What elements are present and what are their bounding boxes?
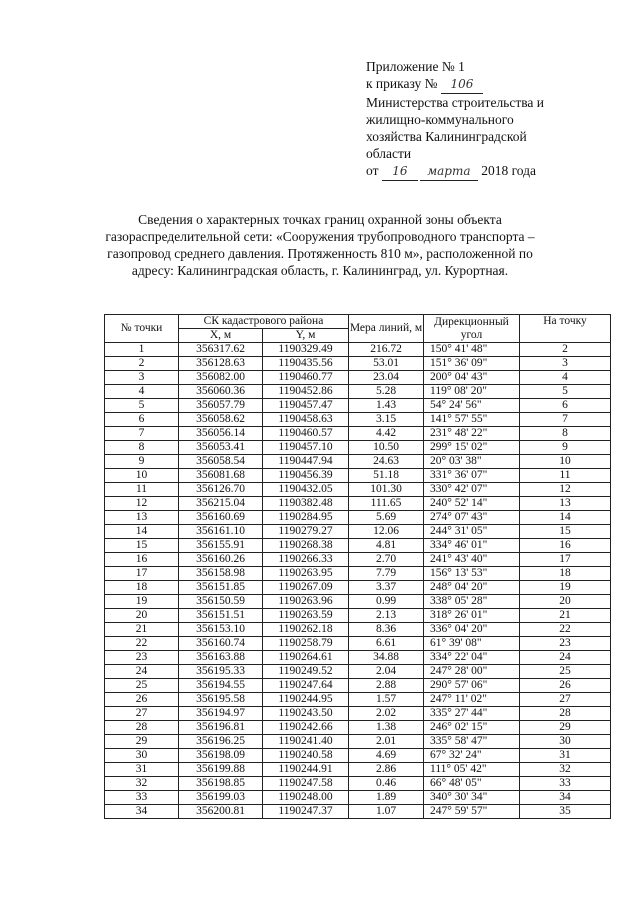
line-length-cell: 2.88 (349, 679, 424, 693)
next-point-cell: 29 (520, 721, 611, 735)
point-number-cell: 34 (105, 805, 179, 819)
point-number-cell: 28 (105, 721, 179, 735)
direction-angle-cell: 67° 32' 24" (424, 749, 520, 763)
table-row (105, 399, 611, 413)
direction-angle-cell: 231° 48' 22" (424, 427, 520, 441)
next-point-cell: 25 (520, 665, 611, 679)
annex-heading: Приложение № 1 (366, 59, 465, 74)
x-coordinate-cell: 356057.79 (179, 399, 263, 413)
line-length-cell: 51.18 (349, 469, 424, 483)
point-number-cell: 2 (105, 357, 179, 371)
line-length-cell: 1.43 (349, 399, 424, 413)
next-point-cell: 18 (520, 567, 611, 581)
next-point-cell: 15 (520, 525, 611, 539)
header-measure: Мера линий, м (349, 315, 424, 343)
line-length-cell: 3.37 (349, 581, 424, 595)
table-row (105, 707, 611, 721)
table-row (105, 595, 611, 609)
point-number-cell: 12 (105, 497, 179, 511)
line-length-cell: 1.07 (349, 805, 424, 819)
next-point-cell: 27 (520, 693, 611, 707)
table-row (105, 357, 611, 371)
table-row (105, 427, 611, 441)
y-coordinate-cell: 1190267.09 (263, 581, 349, 595)
table-row (105, 413, 611, 427)
direction-angle-cell: 247° 11' 02" (424, 693, 520, 707)
line-length-cell: 24.63 (349, 455, 424, 469)
x-coordinate-cell: 356194.55 (179, 679, 263, 693)
direction-angle-cell: 141° 57' 55" (424, 413, 520, 427)
next-point-cell: 10 (520, 455, 611, 469)
date-year: 2018 года (481, 163, 537, 178)
line-length-cell: 2.02 (349, 707, 424, 721)
next-point-cell: 20 (520, 595, 611, 609)
x-coordinate-cell: 356151.85 (179, 581, 263, 595)
point-number-cell: 14 (105, 525, 179, 539)
x-coordinate-cell: 356081.68 (179, 469, 263, 483)
direction-angle-cell: 335° 27' 44" (424, 707, 520, 721)
x-coordinate-cell: 356200.81 (179, 805, 263, 819)
x-coordinate-cell: 356194.97 (179, 707, 263, 721)
point-number-cell: 10 (105, 469, 179, 483)
header-sk-group: СК кадастрового района (179, 315, 349, 329)
x-coordinate-cell: 356053.41 (179, 441, 263, 455)
y-coordinate-cell: 1190382.48 (263, 497, 349, 511)
y-coordinate-cell: 1190284.95 (263, 511, 349, 525)
next-point-cell: 30 (520, 735, 611, 749)
table-row (105, 343, 611, 357)
next-point-cell: 34 (520, 791, 611, 805)
line-length-cell: 111.65 (349, 497, 424, 511)
table-row (105, 385, 611, 399)
line-length-cell: 101.30 (349, 483, 424, 497)
next-point-cell: 16 (520, 539, 611, 553)
ministry-line-4: области (366, 146, 412, 161)
next-point-cell: 7 (520, 413, 611, 427)
line-length-cell: 2.86 (349, 763, 424, 777)
y-coordinate-cell: 1190457.47 (263, 399, 349, 413)
table-row (105, 539, 611, 553)
next-point-cell: 35 (520, 805, 611, 819)
document-title: Сведения о характерных точках границ охранной зоны объекта газораспределительной сети: «Сооружения трубопроводного транспорта – газопровод среднего давления. Протяженность 810 м», расположенной по адресу: Калининградская область, г. Калининград, ул. Курортная. (105, 212, 535, 278)
point-number-cell: 8 (105, 441, 179, 455)
y-coordinate-cell: 1190329.49 (263, 343, 349, 357)
line-length-cell: 34.88 (349, 651, 424, 665)
table-row (105, 581, 611, 595)
ministry-line-1: Министерства строительства и (366, 95, 545, 110)
y-coordinate-cell: 1190458.63 (263, 413, 349, 427)
x-coordinate-cell: 356160.26 (179, 553, 263, 567)
line-length-cell: 3.15 (349, 413, 424, 427)
table-row (105, 483, 611, 497)
line-length-cell: 2.13 (349, 609, 424, 623)
direction-angle-cell: 241° 43' 40" (424, 553, 520, 567)
x-coordinate-cell: 356126.70 (179, 483, 263, 497)
direction-angle-cell: 334° 22' 04" (424, 651, 520, 665)
point-number-cell: 26 (105, 693, 179, 707)
point-number-cell: 9 (105, 455, 179, 469)
x-coordinate-cell: 356317.62 (179, 343, 263, 357)
direction-angle-cell: 274° 07' 43" (424, 511, 520, 525)
next-point-cell: 21 (520, 609, 611, 623)
table-row (105, 623, 611, 637)
y-coordinate-cell: 1190266.33 (263, 553, 349, 567)
line-length-cell: 6.61 (349, 637, 424, 651)
point-number-cell: 3 (105, 371, 179, 385)
annex-block (366, 58, 596, 181)
direction-angle-cell: 61° 39' 08" (424, 637, 520, 651)
header-to-point: На точку (520, 315, 611, 343)
point-number-cell: 31 (105, 763, 179, 777)
table-row (105, 749, 611, 763)
line-length-cell: 23.04 (349, 371, 424, 385)
direction-angle-cell: 290° 57' 06" (424, 679, 520, 693)
next-point-cell: 6 (520, 399, 611, 413)
direction-angle-cell: 330° 42' 07" (424, 483, 520, 497)
table-row (105, 791, 611, 805)
line-length-cell: 8.36 (349, 623, 424, 637)
header-x: X, м (179, 329, 263, 343)
x-coordinate-cell: 356082.00 (179, 371, 263, 385)
next-point-cell: 22 (520, 623, 611, 637)
next-point-cell: 24 (520, 651, 611, 665)
next-point-cell: 2 (520, 343, 611, 357)
x-coordinate-cell: 356195.33 (179, 665, 263, 679)
x-coordinate-cell: 356196.25 (179, 735, 263, 749)
line-length-cell: 5.69 (349, 511, 424, 525)
direction-angle-cell: 200° 04' 43" (424, 371, 520, 385)
y-coordinate-cell: 1190268.38 (263, 539, 349, 553)
y-coordinate-cell: 1190243.50 (263, 707, 349, 721)
y-coordinate-cell: 1190432.05 (263, 483, 349, 497)
date-line (366, 162, 596, 181)
point-number-cell: 17 (105, 567, 179, 581)
line-length-cell: 10.50 (349, 441, 424, 455)
direction-angle-cell: 156° 13' 53" (424, 567, 520, 581)
point-number-cell: 1 (105, 343, 179, 357)
point-number-cell: 13 (105, 511, 179, 525)
y-coordinate-cell: 1190262.18 (263, 623, 349, 637)
direction-angle-cell: 247° 59' 57" (424, 805, 520, 819)
y-coordinate-cell: 1190447.94 (263, 455, 349, 469)
point-number-cell: 5 (105, 399, 179, 413)
header-direction: Дирекционный угол (424, 315, 520, 343)
x-coordinate-cell: 356160.74 (179, 637, 263, 651)
x-coordinate-cell: 356199.88 (179, 763, 263, 777)
next-point-cell: 26 (520, 679, 611, 693)
line-length-cell: 2.70 (349, 553, 424, 567)
direction-angle-cell: 318° 26' 01" (424, 609, 520, 623)
table-row (105, 665, 611, 679)
next-point-cell: 13 (520, 497, 611, 511)
point-number-cell: 21 (105, 623, 179, 637)
x-coordinate-cell: 356056.14 (179, 427, 263, 441)
table-row (105, 805, 611, 819)
point-number-cell: 25 (105, 679, 179, 693)
y-coordinate-cell: 1190242.66 (263, 721, 349, 735)
table-row (105, 763, 611, 777)
y-coordinate-cell: 1190247.37 (263, 805, 349, 819)
table-row (105, 567, 611, 581)
next-point-cell: 19 (520, 581, 611, 595)
direction-angle-cell: 331° 36' 07" (424, 469, 520, 483)
direction-angle-cell: 244° 31' 05" (424, 525, 520, 539)
next-point-cell: 31 (520, 749, 611, 763)
x-coordinate-cell: 356163.88 (179, 651, 263, 665)
line-length-cell: 1.38 (349, 721, 424, 735)
line-length-cell: 4.42 (349, 427, 424, 441)
y-coordinate-cell: 1190248.00 (263, 791, 349, 805)
header-point: № точки (105, 315, 179, 343)
line-length-cell: 1.89 (349, 791, 424, 805)
x-coordinate-cell: 356198.85 (179, 777, 263, 791)
next-point-cell: 3 (520, 357, 611, 371)
table-row (105, 735, 611, 749)
x-coordinate-cell: 356058.62 (179, 413, 263, 427)
table-row (105, 525, 611, 539)
y-coordinate-cell: 1190460.57 (263, 427, 349, 441)
y-coordinate-cell: 1190263.59 (263, 609, 349, 623)
x-coordinate-cell: 356153.10 (179, 623, 263, 637)
x-coordinate-cell: 356150.59 (179, 595, 263, 609)
y-coordinate-cell: 1190247.58 (263, 777, 349, 791)
table-row (105, 721, 611, 735)
table-header (105, 315, 611, 343)
y-coordinate-cell: 1190264.61 (263, 651, 349, 665)
direction-angle-cell: 338° 05' 28" (424, 595, 520, 609)
direction-angle-cell: 336° 04' 20" (424, 623, 520, 637)
y-coordinate-cell: 1190452.86 (263, 385, 349, 399)
line-length-cell: 2.04 (349, 665, 424, 679)
date-month: марта (420, 163, 478, 181)
next-point-cell: 17 (520, 553, 611, 567)
table-row (105, 553, 611, 567)
line-length-cell: 4.81 (349, 539, 424, 553)
table-row (105, 651, 611, 665)
next-point-cell: 5 (520, 385, 611, 399)
table-row (105, 455, 611, 469)
y-coordinate-cell: 1190279.27 (263, 525, 349, 539)
point-number-cell: 32 (105, 777, 179, 791)
point-number-cell: 4 (105, 385, 179, 399)
point-number-cell: 19 (105, 595, 179, 609)
direction-angle-cell: 151° 36' 09" (424, 357, 520, 371)
y-coordinate-cell: 1190240.58 (263, 749, 349, 763)
y-coordinate-cell: 1190249.52 (263, 665, 349, 679)
table-row (105, 693, 611, 707)
y-coordinate-cell: 1190435.56 (263, 357, 349, 371)
table-row (105, 497, 611, 511)
table-row (105, 371, 611, 385)
point-number-cell: 23 (105, 651, 179, 665)
direction-angle-cell: 335° 58' 47" (424, 735, 520, 749)
point-number-cell: 18 (105, 581, 179, 595)
line-length-cell: 0.46 (349, 777, 424, 791)
table-row (105, 609, 611, 623)
x-coordinate-cell: 356060.36 (179, 385, 263, 399)
next-point-cell: 14 (520, 511, 611, 525)
line-length-cell: 7.79 (349, 567, 424, 581)
line-length-cell: 0.99 (349, 595, 424, 609)
direction-angle-cell: 299° 15' 02" (424, 441, 520, 455)
point-number-cell: 20 (105, 609, 179, 623)
y-coordinate-cell: 1190456.39 (263, 469, 349, 483)
direction-angle-cell: 20° 03' 38" (424, 455, 520, 469)
y-coordinate-cell: 1190258.79 (263, 637, 349, 651)
direction-angle-cell: 150° 41' 48" (424, 343, 520, 357)
point-number-cell: 27 (105, 707, 179, 721)
y-coordinate-cell: 1190263.95 (263, 567, 349, 581)
ministry-line-3: хозяйства Калининградской (366, 129, 527, 144)
next-point-cell: 28 (520, 707, 611, 721)
date-day: 16 (382, 163, 418, 181)
header-y: Y, м (263, 329, 349, 343)
direction-angle-cell: 340° 30' 34" (424, 791, 520, 805)
line-length-cell: 4.69 (349, 749, 424, 763)
direction-angle-cell: 111° 05' 42" (424, 763, 520, 777)
y-coordinate-cell: 1190460.77 (263, 371, 349, 385)
line-length-cell: 5.28 (349, 385, 424, 399)
point-number-cell: 15 (105, 539, 179, 553)
table-row (105, 469, 611, 483)
ministry-line-2: жилищно-коммунального (366, 112, 514, 127)
point-number-cell: 24 (105, 665, 179, 679)
x-coordinate-cell: 356161.10 (179, 525, 263, 539)
next-point-cell: 23 (520, 637, 611, 651)
table-row (105, 637, 611, 651)
direction-angle-cell: 247° 28' 00" (424, 665, 520, 679)
point-number-cell: 16 (105, 553, 179, 567)
direction-angle-cell: 240° 52' 14" (424, 497, 520, 511)
y-coordinate-cell: 1190263.96 (263, 595, 349, 609)
x-coordinate-cell: 356155.91 (179, 539, 263, 553)
table-row (105, 511, 611, 525)
direction-angle-cell: 334° 46' 01" (424, 539, 520, 553)
next-point-cell: 8 (520, 427, 611, 441)
table-row (105, 441, 611, 455)
next-point-cell: 12 (520, 483, 611, 497)
y-coordinate-cell: 1190247.64 (263, 679, 349, 693)
x-coordinate-cell: 356151.51 (179, 609, 263, 623)
point-number-cell: 6 (105, 413, 179, 427)
next-point-cell: 33 (520, 777, 611, 791)
point-number-cell: 7 (105, 427, 179, 441)
x-coordinate-cell: 356199.03 (179, 791, 263, 805)
table-row (105, 679, 611, 693)
next-point-cell: 9 (520, 441, 611, 455)
line-length-cell: 2.01 (349, 735, 424, 749)
line-length-cell: 216.72 (349, 343, 424, 357)
line-length-cell: 12.06 (349, 525, 424, 539)
direction-angle-cell: 54° 24' 56" (424, 399, 520, 413)
direction-angle-cell: 246° 02' 15" (424, 721, 520, 735)
point-number-cell: 22 (105, 637, 179, 651)
line-length-cell: 1.57 (349, 693, 424, 707)
direction-angle-cell: 119° 08' 20" (424, 385, 520, 399)
point-number-cell: 30 (105, 749, 179, 763)
table-row (105, 777, 611, 791)
x-coordinate-cell: 356158.98 (179, 567, 263, 581)
x-coordinate-cell: 356196.81 (179, 721, 263, 735)
next-point-cell: 4 (520, 371, 611, 385)
direction-angle-cell: 248° 04' 20" (424, 581, 520, 595)
point-number-cell: 33 (105, 791, 179, 805)
next-point-cell: 32 (520, 763, 611, 777)
x-coordinate-cell: 356215.04 (179, 497, 263, 511)
point-number-cell: 11 (105, 483, 179, 497)
order-prefix: к приказу № (366, 76, 438, 91)
line-length-cell: 53.01 (349, 357, 424, 371)
coordinates-table (104, 314, 611, 819)
x-coordinate-cell: 356198.09 (179, 749, 263, 763)
order-line (366, 75, 596, 94)
y-coordinate-cell: 1190457.10 (263, 441, 349, 455)
x-coordinate-cell: 356058.54 (179, 455, 263, 469)
next-point-cell: 11 (520, 469, 611, 483)
y-coordinate-cell: 1190244.91 (263, 763, 349, 777)
date-prefix: от (366, 163, 379, 178)
x-coordinate-cell: 356128.63 (179, 357, 263, 371)
table-body (105, 343, 611, 819)
x-coordinate-cell: 356160.69 (179, 511, 263, 525)
order-number: 106 (441, 76, 483, 94)
x-coordinate-cell: 356195.58 (179, 693, 263, 707)
point-number-cell: 29 (105, 735, 179, 749)
direction-angle-cell: 66° 48' 05" (424, 777, 520, 791)
y-coordinate-cell: 1190241.40 (263, 735, 349, 749)
y-coordinate-cell: 1190244.95 (263, 693, 349, 707)
